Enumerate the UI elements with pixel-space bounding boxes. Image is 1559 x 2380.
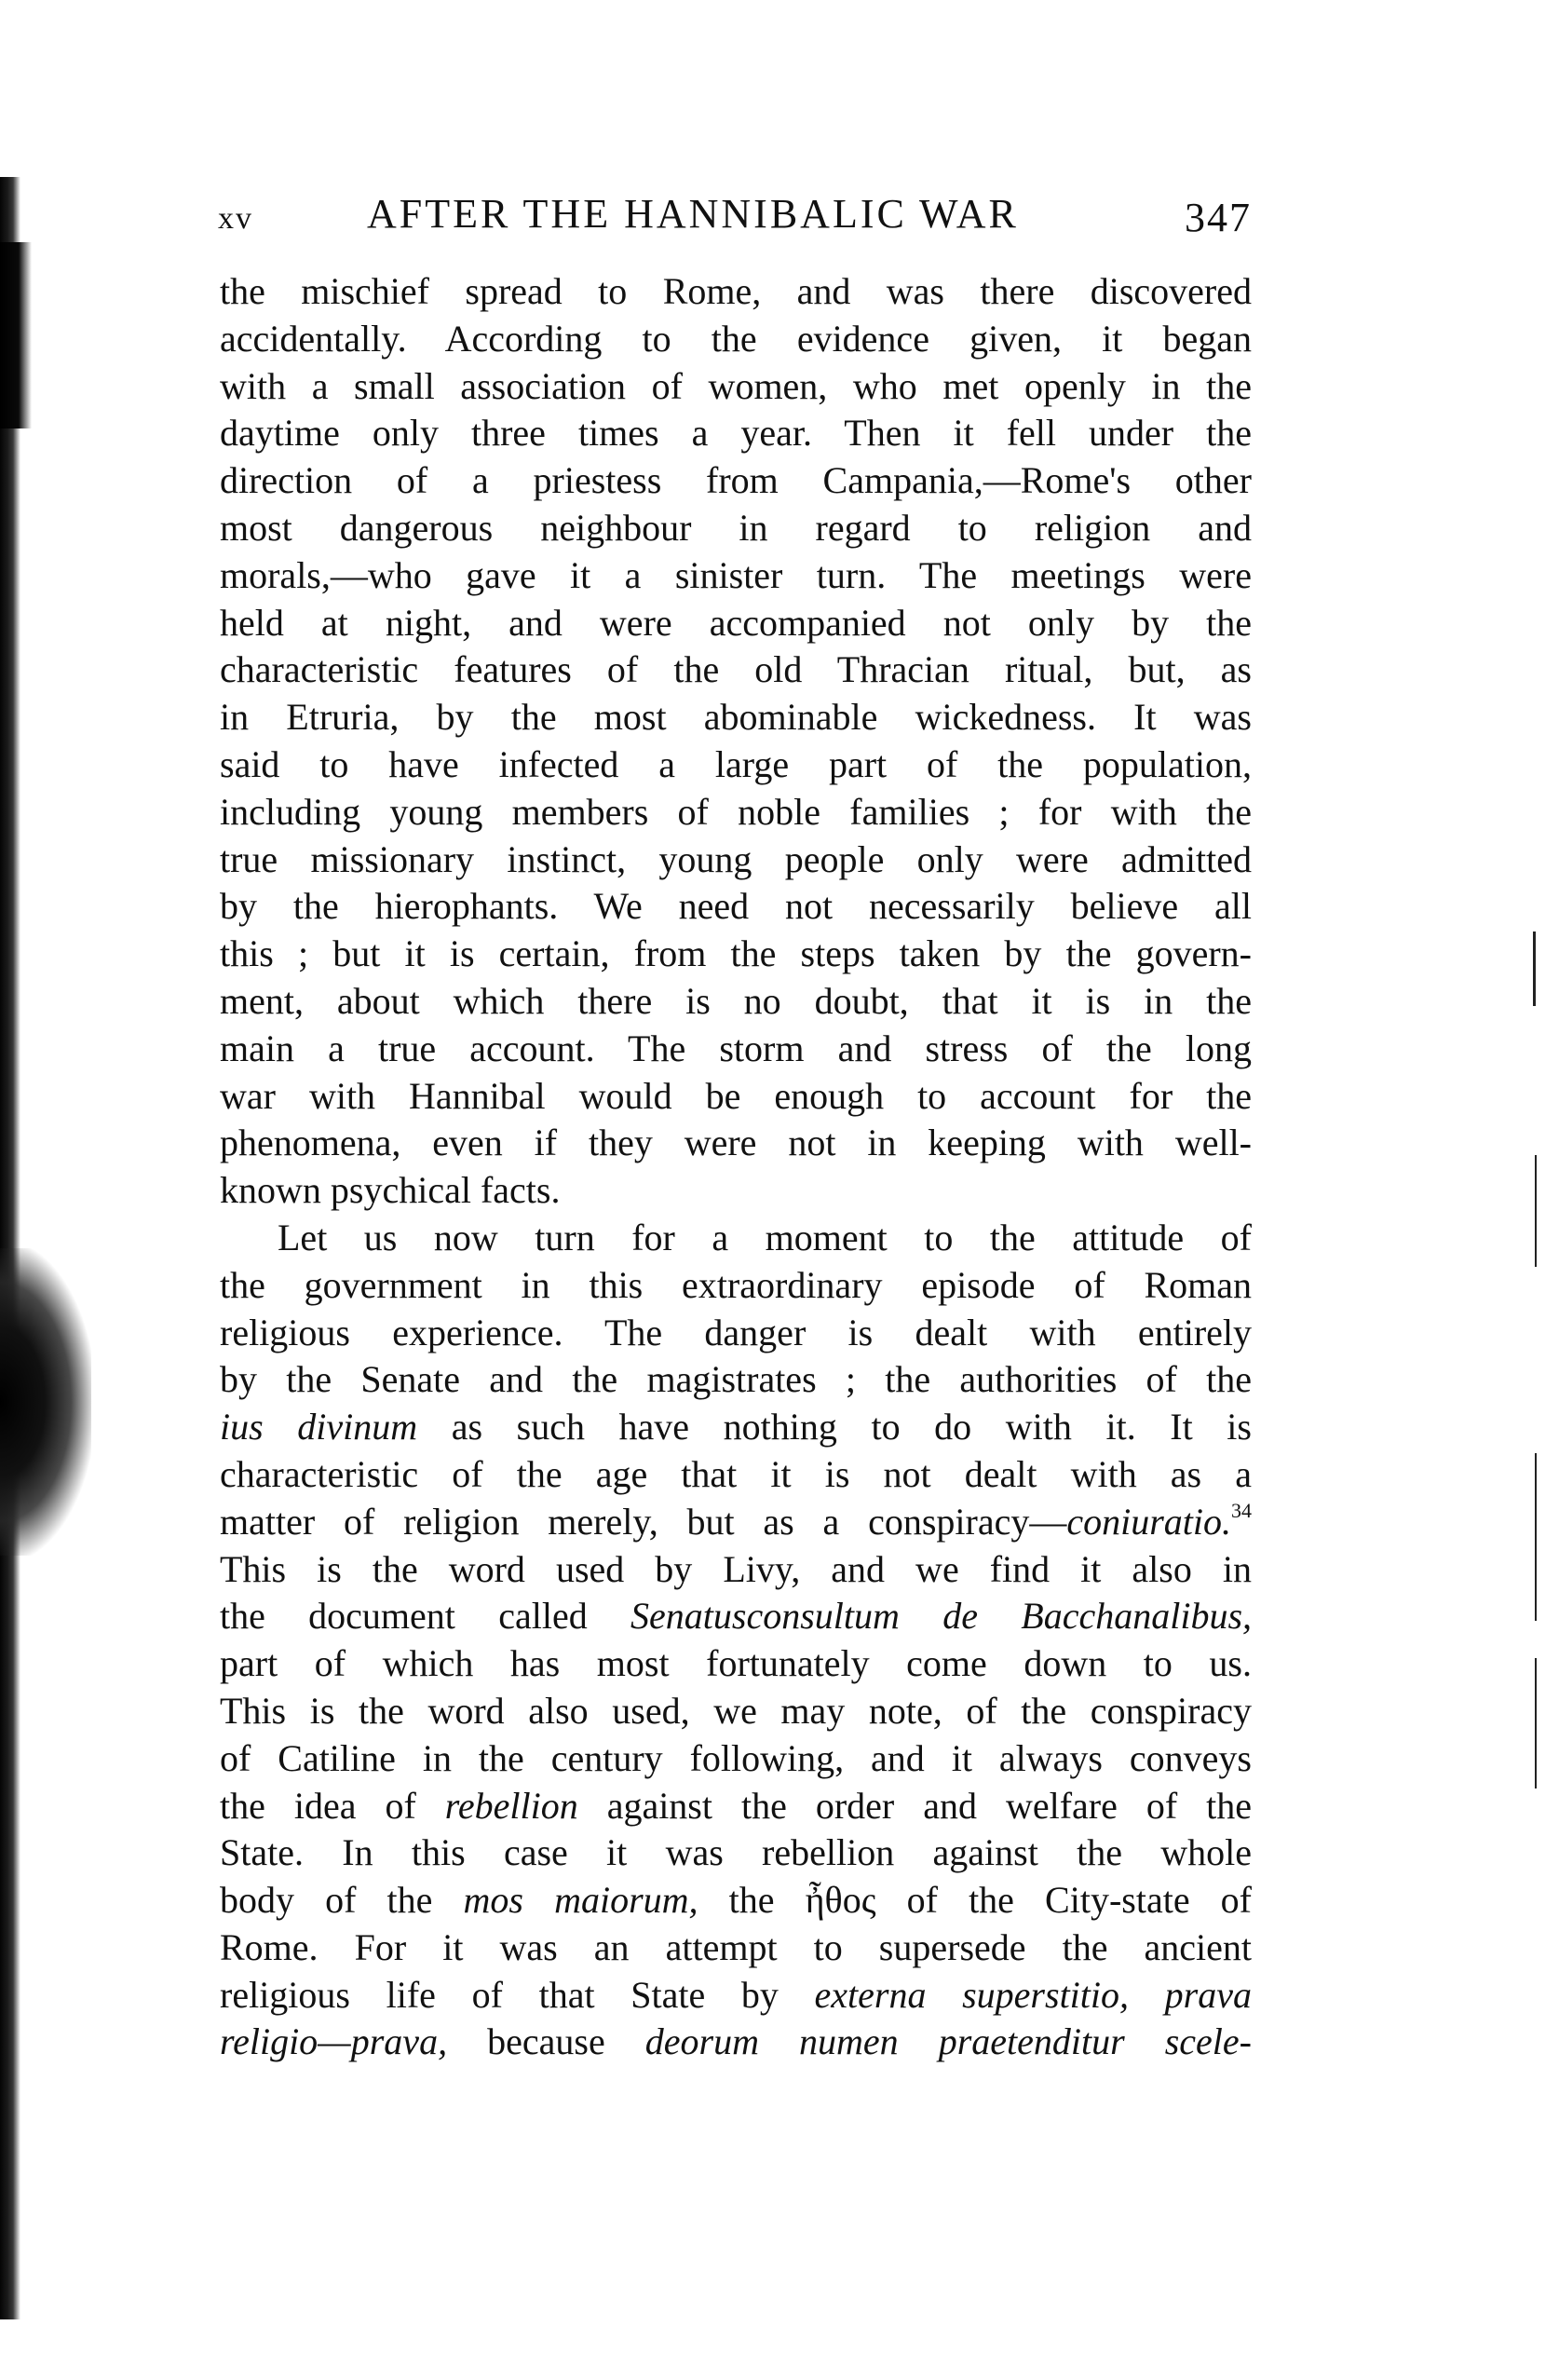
scan-mark <box>1535 1658 1537 1788</box>
text-line <box>220 1451 1252 1499</box>
text-line <box>220 1120 1252 1167</box>
text-run: the idea of <box>220 1784 445 1827</box>
italic-phrase: religio—prava, <box>220 2020 448 2063</box>
text-run: part of which has most fortunately come down to us. <box>220 1642 1252 1685</box>
text-line <box>220 457 1252 505</box>
text-run: This is the word also used, we may note, of the conspiracy <box>220 1689 1252 1732</box>
text-line <box>220 789 1252 836</box>
text-line <box>220 316 1252 363</box>
text-run: religious life of that State by <box>220 1973 815 2016</box>
text-line <box>220 1877 1252 1924</box>
text-line <box>220 2019 1252 2066</box>
text-run: in Etruria, by the most abominable wickedness. It was <box>220 696 1252 739</box>
text-line <box>220 1356 1252 1404</box>
text-line <box>220 883 1252 931</box>
text-run: characteristic features of the old Thracian ritual, but, as <box>220 648 1252 691</box>
italic-phrase: externa superstitio, prava <box>814 1973 1252 2016</box>
binding-shadow-blot <box>0 1248 91 1556</box>
italic-phrase: mos maiorum, <box>463 1879 698 1922</box>
text-run: matter of religion merely, but as a conspiracy— <box>220 1500 1067 1543</box>
italic-phrase: coniuratio. <box>1066 1500 1231 1543</box>
text-run: as such have nothing to do with it. It is <box>417 1406 1252 1448</box>
running-title: AFTER THE HANNIBALIC WAR <box>367 191 1019 237</box>
body-text <box>220 268 1252 2066</box>
text-run: this ; but it is certain, from the steps taken by the govern- <box>220 932 1252 975</box>
text-line <box>220 1735 1252 1783</box>
text-run: true missionary instinct, young people only were admitted <box>220 837 1252 880</box>
text-line <box>220 1262 1252 1310</box>
text-line <box>220 1215 1252 1262</box>
text-run: religious experience. The danger is dealt with entirely <box>220 1311 1252 1353</box>
italic-phrase: deorum numen praetenditur scele- <box>644 2020 1252 2063</box>
text-run: held at night, and were accompanied not only by the <box>220 601 1252 644</box>
text-line <box>220 741 1252 789</box>
scan-mark <box>1535 1155 1537 1267</box>
text-line <box>220 694 1252 741</box>
text-run: because <box>447 2020 645 2063</box>
italic-phrase: rebellion <box>444 1784 578 1827</box>
italic-phrase: Senatusconsultum de Bacchanalibus, <box>630 1595 1252 1638</box>
text-line <box>220 646 1252 694</box>
text-run: the government in this extraordinary episode of Roman <box>220 1263 1252 1306</box>
text-line <box>220 552 1252 600</box>
text-line <box>220 1546 1252 1594</box>
text-line <box>220 1499 1252 1546</box>
text-run: body of the <box>220 1879 464 1922</box>
scan-mark <box>1535 1453 1537 1621</box>
text-line <box>220 505 1252 552</box>
text-line <box>220 1688 1252 1735</box>
text-run: main a true account. The storm and stress of the long <box>220 1027 1252 1069</box>
running-header <box>218 186 1252 246</box>
text-run: against the order and welfare of the <box>577 1784 1252 1827</box>
text-line <box>220 978 1252 1026</box>
text-line <box>220 1783 1252 1830</box>
text-run: the document called <box>220 1595 631 1638</box>
text-run: Rome. For it was an attempt to supersede the ancient <box>220 1925 1252 1968</box>
text-line <box>220 1310 1252 1357</box>
text-run: the ἦθος of the City-state of <box>698 1879 1252 1922</box>
text-run: of Catiline in the century following, and it always conveys <box>220 1736 1252 1779</box>
text-line <box>220 410 1252 457</box>
text-line <box>220 1972 1252 2020</box>
text-run: phenomena, even if they were not in keeping with well- <box>220 1122 1252 1164</box>
text-run: accidentally. According to the evidence given, it began <box>220 317 1252 360</box>
binding-shadow-upper <box>0 242 32 428</box>
text-run: known psychical facts. <box>220 1169 561 1212</box>
italic-phrase: ius divinum <box>220 1406 418 1448</box>
text-run: This is the word used by Livy, and we find it also in <box>220 1547 1252 1590</box>
text-line <box>220 600 1252 647</box>
text-line <box>220 1404 1252 1451</box>
chapter-number: xv <box>218 201 253 236</box>
text-run: ment, about which there is no doubt, that it is in the <box>220 979 1252 1022</box>
text-line <box>220 1924 1252 1972</box>
text-line <box>220 836 1252 884</box>
text-line <box>220 268 1252 316</box>
text-line <box>220 1073 1252 1121</box>
scan-mark <box>1533 932 1536 1006</box>
text-run: daytime only three times a year. Then it fell under the <box>220 412 1252 455</box>
text-run: with a small association of women, who met openly in the <box>220 364 1252 407</box>
text-run: war with Hannibal would be enough to account for the <box>220 1074 1252 1117</box>
footnote-ref: 34 <box>1231 1498 1252 1522</box>
text-run: most dangerous neighbour in regard to religion and <box>220 506 1252 549</box>
text-run: characteristic of the age that it is not dealt with as a <box>220 1452 1252 1495</box>
text-run: Let us now turn for a moment to the attitude of <box>278 1216 1252 1258</box>
text-run: including young members of noble families ; for with the <box>220 790 1252 833</box>
text-run: said to have infected a large part of the population, <box>220 742 1252 785</box>
page-number: 347 <box>1185 195 1252 240</box>
text-line <box>220 363 1252 411</box>
text-line <box>220 1593 1252 1640</box>
text-line <box>220 1829 1252 1877</box>
text-line <box>220 1167 1252 1215</box>
text-line <box>220 1640 1252 1688</box>
text-run: by the hierophants. We need not necessarily believe all <box>220 885 1252 928</box>
text-line <box>220 1026 1252 1073</box>
text-run: by the Senate and the magistrates ; the authorities of the <box>220 1358 1252 1401</box>
text-line <box>220 931 1252 978</box>
text-run: morals,—who gave it a sinister turn. The meetings were <box>220 553 1252 596</box>
text-run: the mischief spread to Rome, and was there discovered <box>220 270 1252 312</box>
text-run: State. In this case it was rebellion against the whole <box>220 1831 1252 1874</box>
text-run: direction of a priestess from Campania,—Rome's other <box>220 459 1252 502</box>
